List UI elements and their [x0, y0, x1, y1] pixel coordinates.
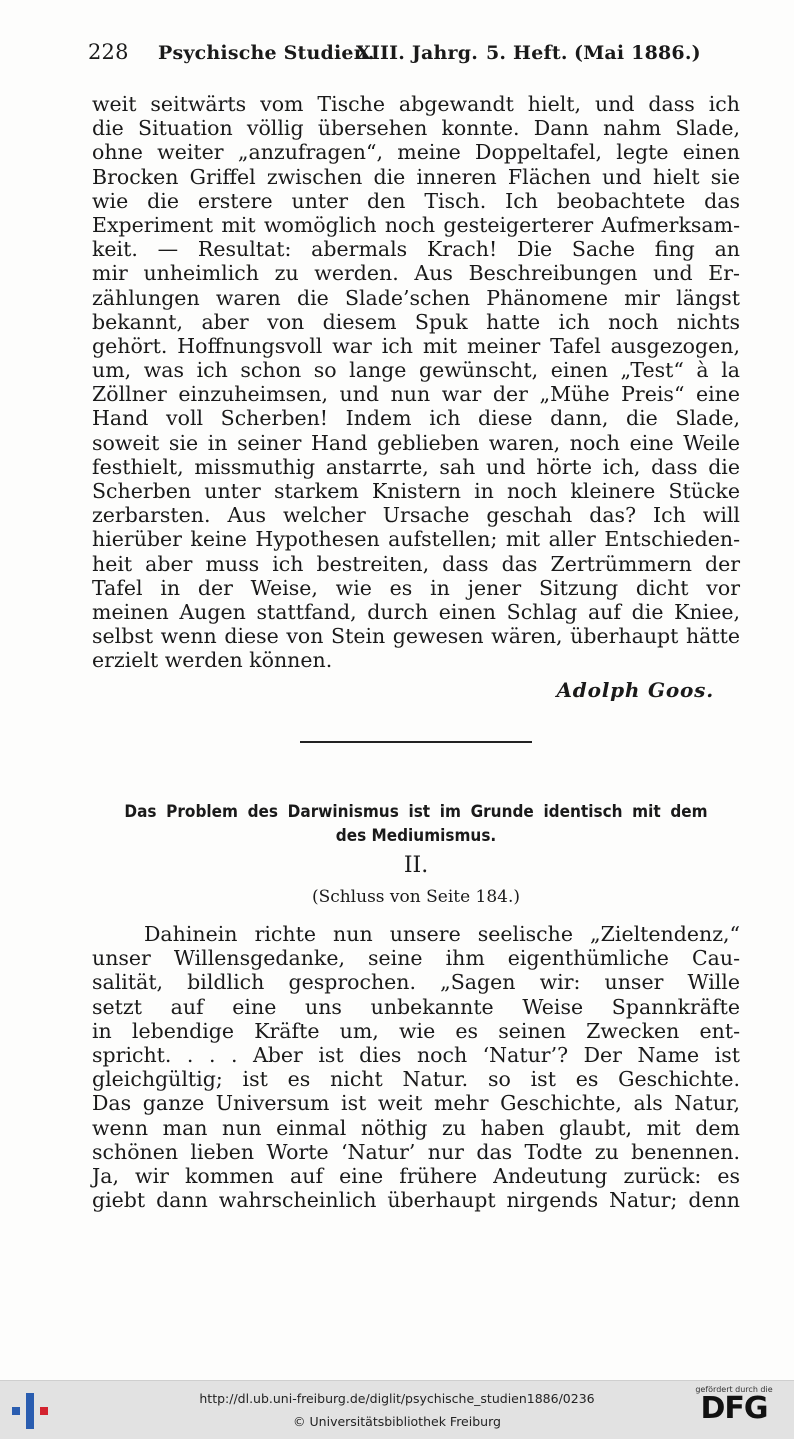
article-title-line-1: Das Problem des Darwinismus ist im Grunde identisch mit dem — [124, 802, 708, 822]
text-line: gehört. Hoffnungsvoll war ich mit meiner Tafel ausgezogen, — [92, 333, 740, 358]
text-line: spricht. . . . Aber ist dies noch ‘Natur’? Der Name ist — [92, 1042, 740, 1067]
body-text-top — [92, 92, 740, 673]
text-line: salität, bildlich gesprochen. „Sagen wir: unser Wille — [92, 970, 740, 995]
text-line: Experiment mit womöglich noch gesteigerterer Aufmerksam- — [92, 212, 740, 237]
text-line: keit. — Resultat: abermals Krach! Die Sache fing an — [92, 237, 740, 262]
dfg-wordmark: DFG — [700, 1391, 768, 1426]
continuation-note: (Schluss von Seite 184.) — [311, 887, 521, 907]
author-signature: Adolph Goos. — [556, 678, 714, 702]
text-line: wenn man nun einmal nöthig zu haben glaubt, mit dem — [92, 1115, 740, 1140]
text-line: Brocken Griffel zwischen die inneren Flächen und hielt sie — [92, 164, 740, 189]
text-line: weit seitwärts vom Tische abgewandt hielt, und dass ich — [92, 92, 740, 116]
text-line: setzt auf eine uns unbekannte Weise Spannkräfte — [92, 994, 740, 1019]
body-text-bottom — [92, 922, 740, 1212]
text-line: mir unheimlich zu werden. Aus Beschreibungen und Er- — [92, 261, 740, 286]
article-title-line-2: des Mediumismus. — [335, 826, 497, 846]
text-line: um, was ich schon so lange gewünscht, einen „Test“ à la — [92, 358, 740, 383]
issue-label: 5. Heft. — [486, 42, 568, 64]
part-numeral: II. — [403, 853, 429, 878]
text-line: Tafel in der Weise, wie es in jener Sitzung dicht vor — [92, 575, 740, 600]
text-line: meinen Augen stattfand, durch einen Schlag auf die Kniee, — [92, 599, 740, 624]
text-line: Ja, wir kommen auf eine frühere Andeutung zurück: es — [92, 1163, 740, 1188]
text-line: wie die erstere unter den Tisch. Ich beobachtete das — [92, 188, 740, 213]
text-line: bekannt, aber von diesem Spuk hatte ich noch nichts — [92, 309, 740, 334]
running-header — [88, 42, 748, 76]
text-line: Zöllner einzuheimsen, und nun war der „Mühe Preis“ eine — [92, 382, 740, 407]
text-line: giebt dann wahrscheinlich überhaupt nirgends Natur; denn — [92, 1188, 740, 1213]
text-line: Hand voll Scherben! Indem ich diese dann, die Slade, — [92, 406, 740, 431]
text-line: zerbarsten. Aus welcher Ursache geschah das? Ich will — [92, 503, 740, 528]
text-line: zählungen waren die Slade’schen Phänomene mir längst — [92, 285, 740, 310]
article-title — [124, 800, 707, 848]
text-line: in lebendige Kräfte um, wie es seinen Zwecken ent- — [92, 1018, 740, 1043]
text-line: gleichgültig; ist es nicht Natur. so ist es Geschichte. — [92, 1067, 740, 1092]
text-line: soweit sie in seiner Hand geblieben waren, noch eine Weile — [92, 430, 740, 455]
text-line: selbst wenn diese von Stein gewesen wären, überhaupt hätte — [92, 624, 740, 649]
copyright-notice: © Universitätsbibliothek Freiburg — [293, 1414, 501, 1429]
section-divider — [300, 741, 532, 743]
text-line: Das ganze Universum ist weit mehr Geschichte, als Natur, — [92, 1091, 740, 1116]
page-number: 228 — [88, 40, 129, 64]
text-line: hierüber keine Hypothesen aufstellen; mit aller Entschieden- — [92, 527, 740, 552]
text-line: ohne weiter „anzufragen“, meine Doppeltafel, legte einen — [92, 140, 740, 165]
text-line: Dahinein richte nun unsere seelische „Zieltendenz,“ — [144, 922, 740, 946]
permalink-url[interactable]: http://dl.ub.uni-freiburg.de/diglit/psychische_studien1886/0236 — [199, 1391, 595, 1406]
text-line: heit aber muss ich bestreiten, dass das Zertrümmern der — [92, 551, 740, 576]
journal-title: Psychische Studien. — [158, 42, 375, 64]
text-line: die Situation völlig übersehen konnte. Dann nahm Slade, — [92, 116, 740, 141]
text-line: unser Willensgedanke, seine ihm eigenthümliche Cau- — [92, 946, 740, 971]
dfg-tagline: gefördert durch die — [695, 1385, 773, 1394]
text-line: schönen lieben Worte ‘Natur’ nur das Todte zu benennen. — [92, 1139, 740, 1164]
text-line: Scherben unter starkem Knistern in noch kleinere Stücke — [92, 479, 740, 503]
viewer-footer — [0, 1380, 794, 1439]
volume-label: XIII. Jahrg. — [356, 42, 479, 64]
dfg-logo-icon[interactable] — [686, 1385, 782, 1435]
text-line: erzielt werden können. — [92, 648, 333, 673]
text-line: festhielt, missmuthig anstarrte, sah und hörte ich, dass die — [92, 454, 740, 479]
issue-date: (Mai 1886.) — [574, 42, 701, 64]
